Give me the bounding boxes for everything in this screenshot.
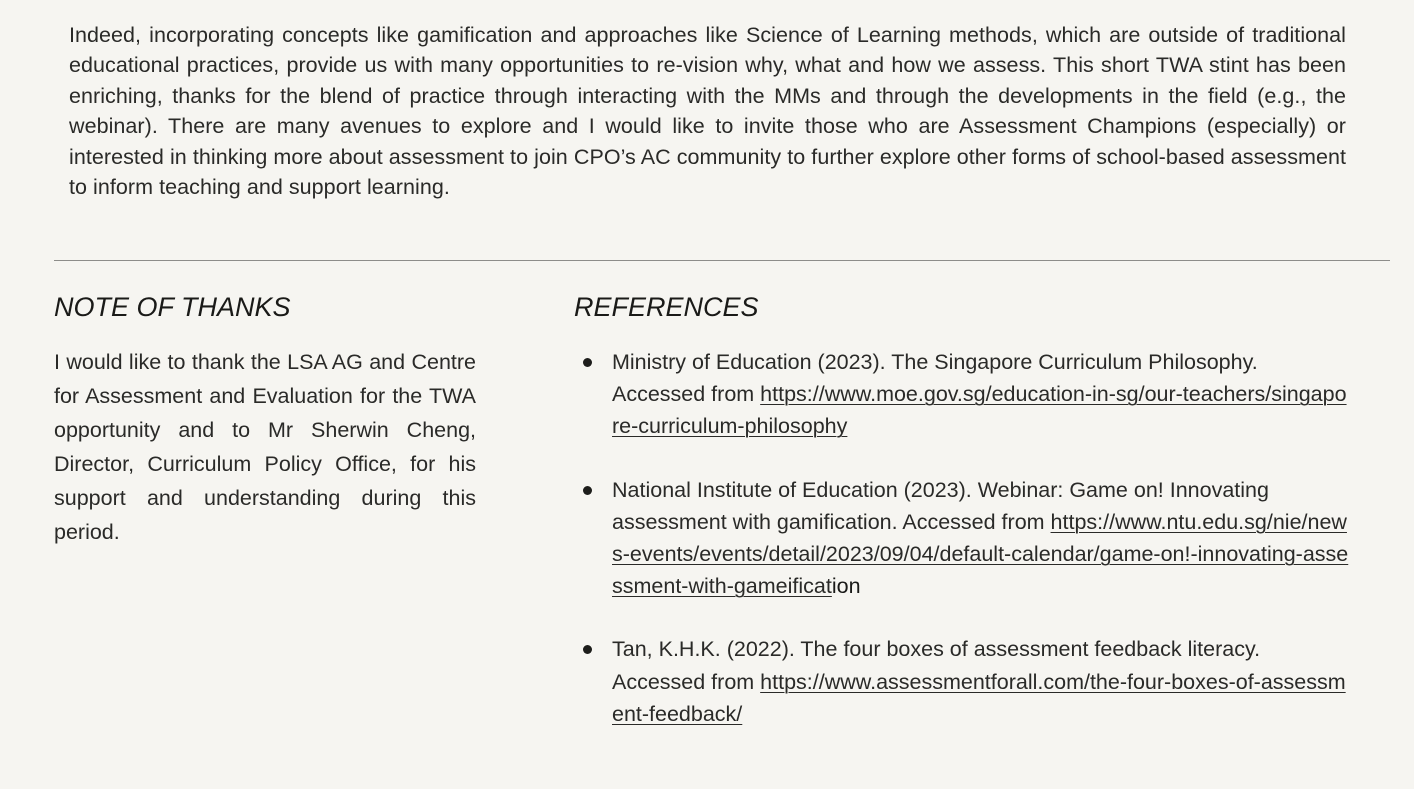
references-list — [612, 346, 1352, 761]
reference-citation: Tan, K.H.K. (2022). The four boxes of assessment feedback literacy. Accessed from — [612, 637, 1261, 694]
note-of-thanks-body: I would like to thank the LSA AG and Centre for Assessment and Evaluation for the TWA opportunity and to Mr Sherwin Cheng, Director, Curriculum Policy Office, for his support and understanding during this period. — [54, 350, 476, 544]
section-divider — [54, 260, 1390, 261]
bullet-icon — [583, 645, 592, 654]
reference-link-tan[interactable]: https://www.assessmentforall.com/the-four-boxes-of-assessment-feedback/ — [612, 669, 1346, 726]
reference-citation: Ministry of Education (2023). The Singapore Curriculum Philosophy. Accessed from — [612, 350, 1258, 407]
note-of-thanks-heading: NOTE OF THANKS — [54, 292, 291, 322]
intro-paragraph: Indeed, incorporating concepts like gamification and approaches like Science of Learning methods, which are outside of traditional educational practices, provide us with many opportunities to re-vision why, what and how we assess. This short TWA stint has been enriching, thanks for the blend of practice through interacting with the MMs and through the developments in the field (e.g., the webinar). There are many avenues to explore and I would like to invite those who are Assessment Champions (especially) or interested in thinking more about assessment to join CPO’s AC community to further explore other forms of school-based assessment to inform teaching and support learning. — [69, 23, 1346, 200]
reference-item-tan — [612, 633, 1352, 730]
reference-link-tail: ion — [831, 574, 861, 599]
bullet-icon — [583, 486, 592, 495]
reference-citation: National Institute of Education (2023). Webinar: Game on! Innovating assessment with gamification. Accessed from — [612, 477, 1269, 534]
references-heading: REFERENCES — [574, 292, 759, 322]
reference-link-nie[interactable]: https://www.ntu.edu.sg/nie/news-events/events/detail/2023/09/04/default-calendar/game-on!-innovating-assessment-with-gameificat — [612, 509, 1349, 599]
bullet-icon — [583, 358, 592, 367]
reference-item-nie — [612, 474, 1352, 603]
reference-link-moe[interactable]: https://www.moe.gov.sg/education-in-sg/our-teachers/singapore-curriculum-philosophy — [612, 382, 1347, 439]
reference-item-moe — [612, 346, 1352, 443]
